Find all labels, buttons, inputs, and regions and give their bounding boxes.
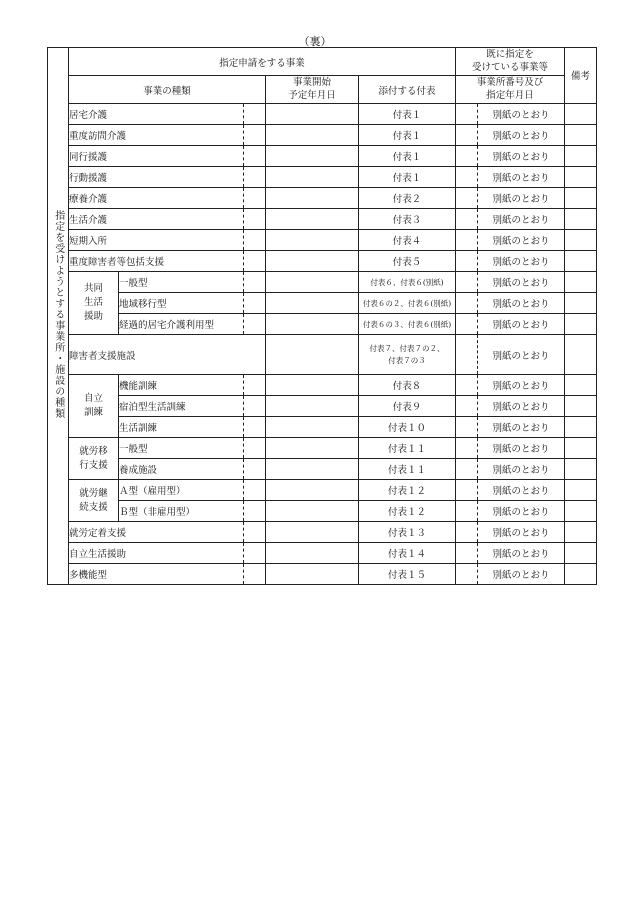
row-label: 生活介護 [69, 209, 244, 230]
row-label: 療養介護 [69, 188, 244, 209]
table-row: 多機能型 付表１５ 別紙のとおり [48, 564, 597, 585]
page-side-mark: （裏） [298, 35, 332, 48]
table-row: 生活訓練 付表１０ 別紙のとおり [48, 417, 597, 438]
group-label-jiritsu: 自立 訓練 [69, 375, 119, 438]
table-row: 障害者支援施設 付表７、付表７の２、 付表７の３ 別紙のとおり [48, 335, 597, 375]
table-row: 居宅介護 付表１ 別紙のとおり [48, 104, 597, 125]
table-row: 宿泊型生活訓練 付表９ 別紙のとおり [48, 396, 597, 417]
table-row: 同行援護 付表１ 別紙のとおり [48, 146, 597, 167]
table-row: 行動援護 付表１ 別紙のとおり [48, 167, 597, 188]
group-label-ikou: 就労移 行支援 [69, 438, 119, 480]
header-remarks: 備考 [565, 48, 597, 104]
table-row: 生活介護 付表３ 別紙のとおり [48, 209, 597, 230]
header-apply: 指定申請をする事業 [69, 48, 456, 76]
header-existing: 既に指定を 受けている事業等 [456, 48, 565, 76]
table-row: 就労継 続支援 Ａ型（雇用型） 付表１２ 別紙のとおり [48, 480, 597, 501]
table-row: 重度訪問介護 付表１ 別紙のとおり [48, 125, 597, 146]
group-label-kyodo: 共同 生活 援助 [69, 272, 119, 335]
header-attach: 添付する付表 [359, 76, 456, 104]
header-office-number: 事業所番号及び 指定年月日 [456, 76, 565, 104]
side-label-cell [48, 48, 69, 585]
side-label: 指定を受けようとする事業所・施設の種類 [52, 210, 64, 419]
table-row: 共同 生活 援助 一般型 付表６、付表６(別紙) 別紙のとおり [48, 272, 597, 293]
header-kind: 事業の種類 [69, 76, 266, 104]
row-label: 居宅介護 [69, 104, 244, 125]
table-row: 自立生活援助 付表１４ 別紙のとおり [48, 543, 597, 564]
designation-form-table [47, 47, 597, 585]
row-label: 行動援護 [69, 167, 244, 188]
header-start-date: 事業開始 予定年月日 [266, 76, 359, 104]
table-row: 自立 訓練 機能訓練 付表８ 別紙のとおり [48, 375, 597, 396]
row-label: 同行援護 [69, 146, 244, 167]
table-row: 地域移行型 付表６の２、付表６(別紙) 別紙のとおり [48, 293, 597, 314]
row-label: 短期入所 [69, 230, 244, 251]
table-row: 就労定着支援 付表１３ 別紙のとおり [48, 522, 597, 543]
table-row: 経過的居宅介護利用型 付表６の３、付表６(別紙) 別紙のとおり [48, 314, 597, 335]
row-label: 重度障害者等包括支援 [69, 251, 244, 272]
table-row: 短期入所 付表４ 別紙のとおり [48, 230, 597, 251]
table-row: 重度障害者等包括支援 付表５ 別紙のとおり [48, 251, 597, 272]
table-row: 療養介護 付表２ 別紙のとおり [48, 188, 597, 209]
row-label: 重度訪問介護 [69, 125, 244, 146]
table-row: Ｂ型（非雇用型） 付表１２ 別紙のとおり [48, 501, 597, 522]
table-row: 就労移 行支援 一般型 付表１１ 別紙のとおり [48, 438, 597, 459]
group-label-keizoku: 就労継 続支援 [69, 480, 119, 522]
table-row: 養成施設 付表１１ 別紙のとおり [48, 459, 597, 480]
